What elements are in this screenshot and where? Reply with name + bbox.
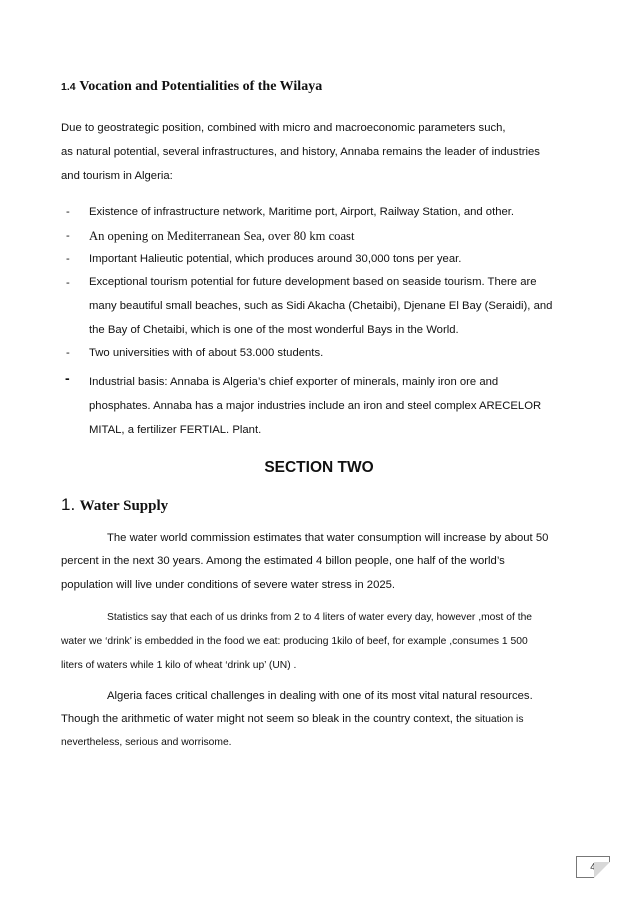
paragraph-line: population will live under conditions of severe water stress in 2025.: [61, 579, 396, 591]
bullet-text: Important Halieutic potential, which produces around 30,000 tons per year.: [89, 253, 462, 265]
heading-number: 1.4: [61, 81, 76, 93]
bullet-text: the Bay of Chetaibi, which is one of the most wonderful Bays in the World.: [89, 324, 459, 336]
bullet-dash: -: [66, 253, 70, 265]
paragraph-line: Algeria faces critical challenges in dealing with one of its most vital natural resources.: [107, 690, 533, 702]
paragraph-line: The water world commission estimates that water consumption will increase by about 50: [107, 532, 549, 544]
paragraph-text-small: situation is: [474, 714, 524, 725]
heading-water-supply: [61, 495, 168, 515]
intro-line: Due to geostrategic position, combined with micro and macroeconomic parameters such,: [61, 122, 506, 134]
paragraph-line: percent in the next 30 years. Among the estimated 4 billon people, one half of the world’s: [61, 555, 505, 567]
bullet-dash: -: [66, 230, 70, 242]
bullet-dash: -: [66, 206, 70, 218]
paragraph-line: Statistics say that each of us drinks from 2 to 4 liters of water every day, however ,most of the: [107, 612, 533, 623]
heading-title: Vocation and Potentialities of the Wilaya: [79, 79, 323, 94]
section-title: SECTION TWO: [264, 459, 374, 476]
bullet-text: An opening on Mediterranean Sea, over 80 km coast: [89, 229, 355, 243]
paragraph-line: liters of waters while 1 kilo of wheat ‘drink up’ (UN) .: [61, 660, 297, 671]
intro-line: and tourism in Algeria:: [61, 170, 173, 182]
paragraph-text: Though the arithmetic of water might not seem so bleak in the country context, the: [61, 713, 475, 725]
paragraph-line: [61, 713, 523, 725]
bullet-text: many beautiful small beaches, such as Sidi Akacha (Chetaibi), Djenane El Bay (Seraidi), and: [89, 300, 553, 312]
bullet-text: phosphates. Annaba has a major industries include an iron and steel complex ARECELOR: [89, 400, 542, 412]
bullet-dash: -: [66, 347, 70, 359]
bullet-text: Existence of infrastructure network, Maritime port, Airport, Railway Station, and other.: [89, 206, 515, 218]
paragraph-line: nevertheless, serious and worrisome.: [61, 737, 232, 748]
page-number-box: [576, 856, 610, 878]
bullet-dash: -: [65, 370, 70, 386]
bullet-dash: -: [66, 277, 70, 289]
bullet-text: Exceptional tourism potential for future development based on seaside tourism. There are: [89, 276, 537, 288]
bullet-text: Two universities with of about 53.000 students.: [89, 347, 324, 359]
bullet-text: MITAL, a fertilizer FERTIAL. Plant.: [89, 424, 262, 436]
page-number: 4: [590, 861, 596, 873]
heading-1-4: [61, 78, 322, 95]
bullet-text: Industrial basis: Annaba is Algeria’s chief exporter of minerals, mainly iron ore and: [89, 376, 499, 388]
paragraph-line: water we ‘drink’ is embedded in the food we eat: producing 1kilo of beef, for example ,consumes 1 500: [61, 636, 528, 647]
heading-title: Water Supply: [79, 498, 169, 514]
intro-line: as natural potential, several infrastructures, and history, Annaba remains the leader of industries: [61, 146, 540, 158]
page-fold-icon: [594, 862, 610, 878]
heading-number: 1.: [61, 495, 76, 514]
